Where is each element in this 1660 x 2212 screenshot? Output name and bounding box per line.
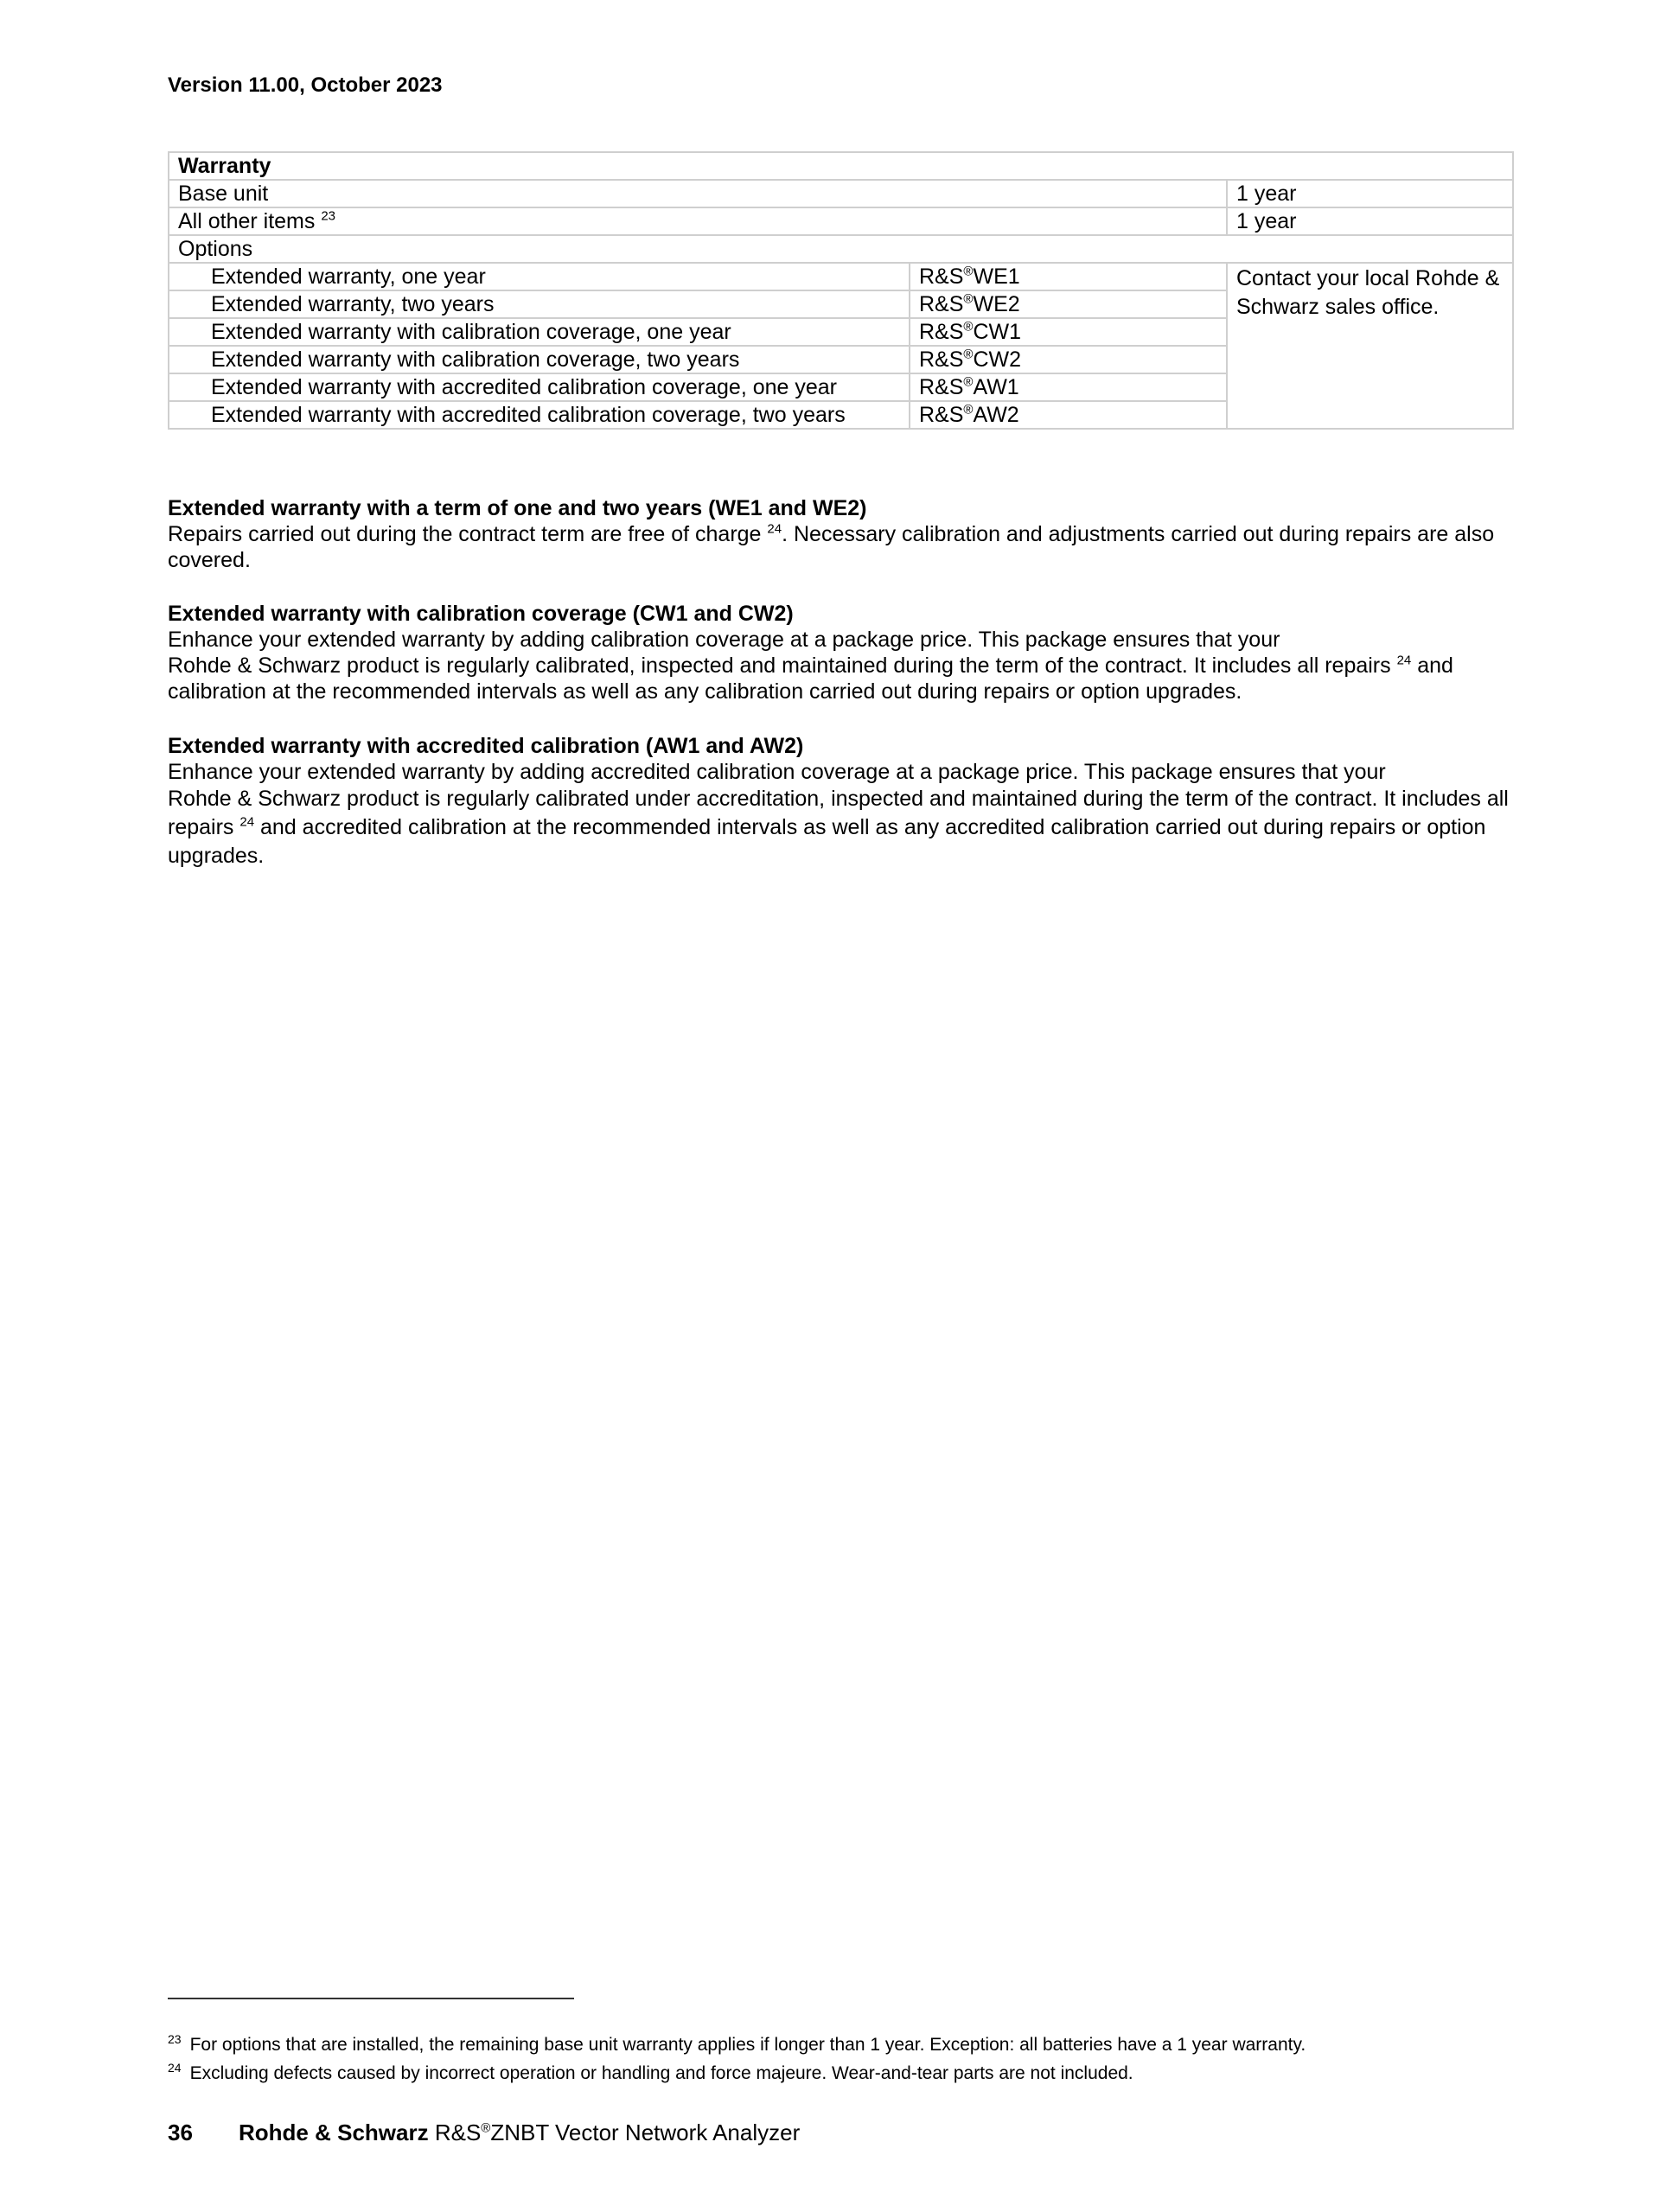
section-body: Repairs carried out during the contract term are free of charge $^{24}$. Necessary calibration and adjustments carried out during repairs are also covered. (168, 521, 1495, 572)
footnote (168, 2034, 1306, 2056)
option-code: R&S®CW2 (910, 346, 1227, 373)
section-cw (168, 601, 1516, 704)
table-row (169, 152, 1513, 180)
footnote-text: Excluding defects caused by incorrect operation or handling and force majeure. Wear-and-tear parts are not included. (189, 2063, 1133, 2083)
footnote-number: 24 (168, 2061, 182, 2075)
table-row (169, 207, 1513, 235)
section-title: Extended warranty with a term of one and two years (WE1 and WE2) (168, 496, 867, 520)
footnote-ref: 23 (321, 208, 336, 224)
section-title: Extended warranty with accredited calibration (AW1 and AW2) (168, 734, 804, 758)
table-row (169, 263, 1513, 290)
footnote-ref: 24 (767, 521, 782, 537)
other-items-label: All other items (178, 209, 316, 233)
options-label: Options (169, 235, 1513, 263)
option-code: R&S®WE2 (910, 290, 1227, 318)
document-version: Version 11.00, October 2023 (168, 73, 443, 97)
option-label: Extended warranty with calibration coverage, one year (169, 318, 910, 346)
option-code: R&S®CW1 (910, 318, 1227, 346)
option-label: Extended warranty with accredited calibration coverage, one year (169, 373, 910, 401)
option-code: R&S®AW2 (910, 401, 1227, 429)
table-row (169, 180, 1513, 207)
page-footer (168, 2118, 800, 2147)
option-label: Extended warranty, one year (169, 263, 910, 290)
section-we (168, 495, 1516, 573)
option-label: Extended warranty with calibration coverage, two years (169, 346, 910, 373)
footnote-number: 23 (168, 2032, 182, 2046)
table-row (169, 235, 1513, 263)
section-title: Extended warranty with calibration coverage (CW1 and CW2) (168, 602, 794, 626)
option-code: R&S®WE1 (910, 263, 1227, 290)
footnote-divider (168, 1998, 574, 1999)
table-heading: Warranty (169, 152, 1513, 180)
footnote-text: For options that are installed, the remaining base unit warranty applies if longer than 1 year. Exception: all batteries have a 1 year warranty. (189, 2035, 1306, 2055)
warranty-table (168, 151, 1514, 430)
contact-sales-cell: Contact your local Rohde & Schwarz sales office. (1227, 263, 1513, 429)
footnote (168, 2062, 1133, 2085)
footnote-ref: 24 (1396, 653, 1412, 668)
product-title: R&S®ZNBT Vector Network Analyzer (434, 2120, 801, 2145)
option-label: Extended warranty, two years (169, 290, 910, 318)
section-line: Enhance your extended warranty by adding calibration coverage at a package price. This package ensures that your (168, 628, 1280, 652)
section-aw (168, 733, 1516, 870)
option-code: R&S®AW1 (910, 373, 1227, 401)
option-label: Extended warranty with accredited calibration coverage, two years (169, 401, 910, 429)
footnote-ref: 24 (239, 814, 255, 830)
other-items-value: 1 year (1227, 207, 1513, 235)
section-body: Rohde & Schwarz product is regularly calibrated, inspected and maintained during the term of the contract. It includes all repairs $^{24}$ and calibration at the recommended intervals as well as any calibration carried out during repairs or option upgrades. (168, 653, 1453, 704)
other-items-cell (169, 207, 1227, 235)
base-unit-label: Base unit (169, 180, 1227, 207)
section-line: Enhance your extended warranty by adding accredited calibration coverage at a package price. This package ensures that your (168, 760, 1386, 784)
page-number: 36 (168, 2120, 193, 2145)
brand-name: Rohde & Schwarz (239, 2120, 429, 2145)
base-unit-value: 1 year (1227, 180, 1513, 207)
section-body: Rohde & Schwarz product is regularly calibrated under accreditation, inspected and maintained during the term of the contract. It includes all repairs $^{24}$ and accredited calibration at the recommended intervals as well as any accredited calibration carried out during repairs or option upgrades. (168, 787, 1509, 868)
